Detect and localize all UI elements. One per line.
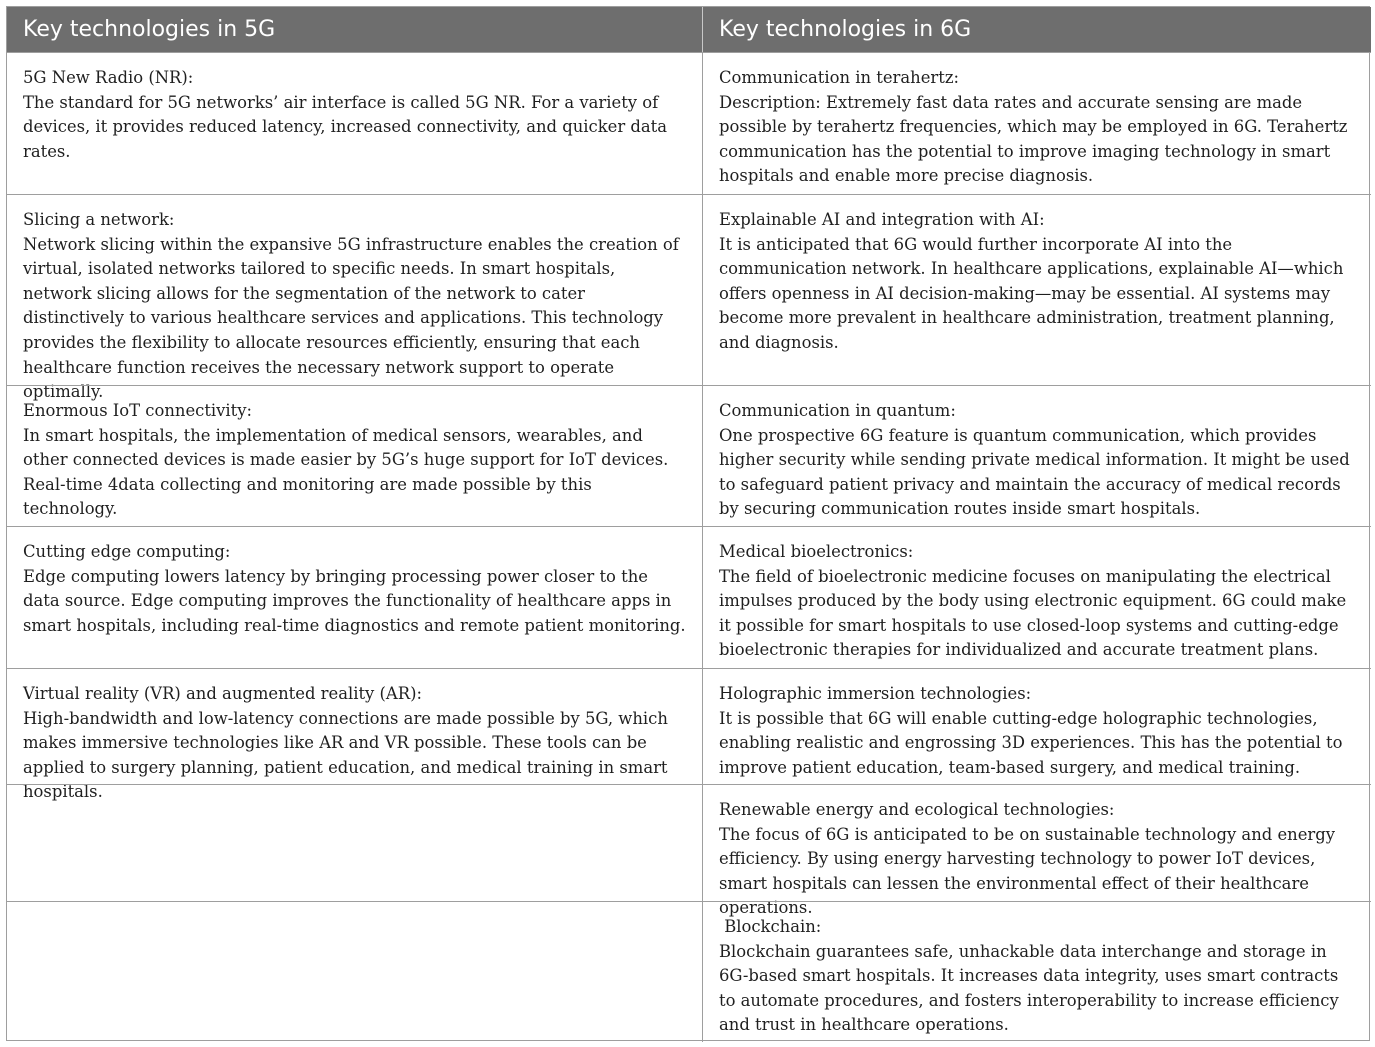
cell-5g-row4: [7, 526, 702, 668]
header-6g: Key technologies in 6G: [702, 7, 1371, 52]
cell-title: 5G New Radio (NR):: [23, 68, 194, 87]
cell-5g-row1: [7, 52, 702, 194]
cell-title: Communication in quantum:: [719, 401, 956, 420]
cell-5g-row5: [7, 668, 702, 802]
cell-title: Holographic immersion technologies:: [719, 684, 1032, 703]
cell-5g-row6-empty: [7, 784, 702, 901]
cell-title: Virtual reality (VR) and augmented reality (AR):: [23, 684, 422, 703]
cell-title: Explainable AI and integration with AI:: [719, 210, 1045, 229]
cell-text: The focus of 6G is anticipated to be on sustainable technology and energy efficiency. By using energy harvesting technology to power IoT devices, smart hospitals can lessen the environmental effect of their healthcare operations.: [719, 824, 1336, 918]
cell-text: Edge computing lowers latency by bringing processing power closer to the data source. Edge computing improves the functionality of healthcare apps in smart hospitals, including real-time diagnostics and remote patient monitoring.: [23, 566, 686, 635]
cell-text: The standard for 5G networks’ air interface is called 5G NR. For a variety of devices, it provides reduced latency, increased connectivity, and quicker data rates.: [23, 92, 668, 161]
cell-text: In smart hospitals, the implementation of medical sensors, wearables, and other connected devices is made easier by 5G’s huge support for IoT devices. Real-time 4data collecting and monitoring are made possible by this technology.: [23, 425, 669, 519]
cell-6g-row4: [702, 526, 1371, 668]
cell-5g-row7-empty: [7, 901, 702, 1042]
comparison-table: [6, 6, 1370, 1041]
cell-6g-row2: [702, 194, 1371, 385]
cell-6g-row1: [702, 52, 1371, 194]
cell-text: High-bandwidth and low-latency connections are made possible by 5G, which makes immersive technologies like AR and VR possible. These tools can be applied to surgery planning, patient education, and medical training in smart hospitals.: [23, 708, 668, 802]
cell-title: Medical bioelectronics:: [719, 542, 914, 561]
cell-text: Description: Extremely fast data rates and accurate sensing are made possible by terahertz frequencies, which may be employed in 6G. Terahertz communication has the potential to improve imaging technology in smart hospitals and enable more precise diagnosis.: [719, 92, 1348, 186]
cell-text: Network slicing within the expansive 5G infrastructure enables the creation of virtual, isolated networks tailored to specific needs. In smart hospitals, network slicing allows for the segmentation of the network to cater distinctively to various healthcare services and applications. This technology provides the flexibility to allocate resources efficiently, ensuring that each healthcare function receives the necessary network support to operate optimally.: [23, 234, 679, 402]
cell-text: It is anticipated that 6G would further incorporate AI into the communication network. In healthcare applications, explainable AI—which offers openness in AI decision-making—may be essential. AI systems may become more prevalent in healthcare administration, treatment planning, and diagnosis.: [719, 234, 1344, 352]
cell-title: Renewable energy and ecological technologies:: [719, 800, 1115, 819]
cell-title: Enormous IoT connectivity:: [23, 401, 253, 420]
cell-title: Blockchain:: [719, 917, 822, 936]
cell-text: One prospective 6G feature is quantum communication, which provides higher security while sending private medical information. It might be used to safeguard patient privacy and maintain the accuracy of medical records by securing communication routes inside smart hospitals.: [719, 425, 1350, 519]
cell-text: Blockchain guarantees safe, unhackable data interchange and storage in 6G-based smart hospitals. It increases data integrity, uses smart contracts to automate procedures, and fosters interoperability to increase efficiency and trust in healthcare operations.: [719, 941, 1339, 1035]
cell-title: Cutting edge computing:: [23, 542, 231, 561]
cell-text: It is possible that 6G will enable cutting-edge holographic technologies, enabling realistic and engrossing 3D experiences. This has the potential to improve patient education, team-based surgery, and medical training.: [719, 708, 1343, 777]
cell-6g-row6: [702, 784, 1371, 918]
cell-title: Communication in terahertz:: [719, 68, 960, 87]
cell-5g-row2: [7, 194, 702, 402]
cell-title: Slicing a network:: [23, 210, 175, 229]
cell-6g-row5: [702, 668, 1371, 784]
cell-text: The field of bioelectronic medicine focuses on manipulating the electrical impulses produced by the body using electronic equipment. 6G could make it possible for smart hospitals to use closed-loop systems and cutting-edge bioelectronic therapies for individualized and accurate treatment plans.: [719, 566, 1347, 660]
cell-6g-row3: [702, 385, 1371, 526]
cell-5g-row3: [7, 385, 702, 526]
header-5g: Key technologies in 5G: [7, 7, 702, 52]
cell-6g-row7: [702, 901, 1371, 1042]
